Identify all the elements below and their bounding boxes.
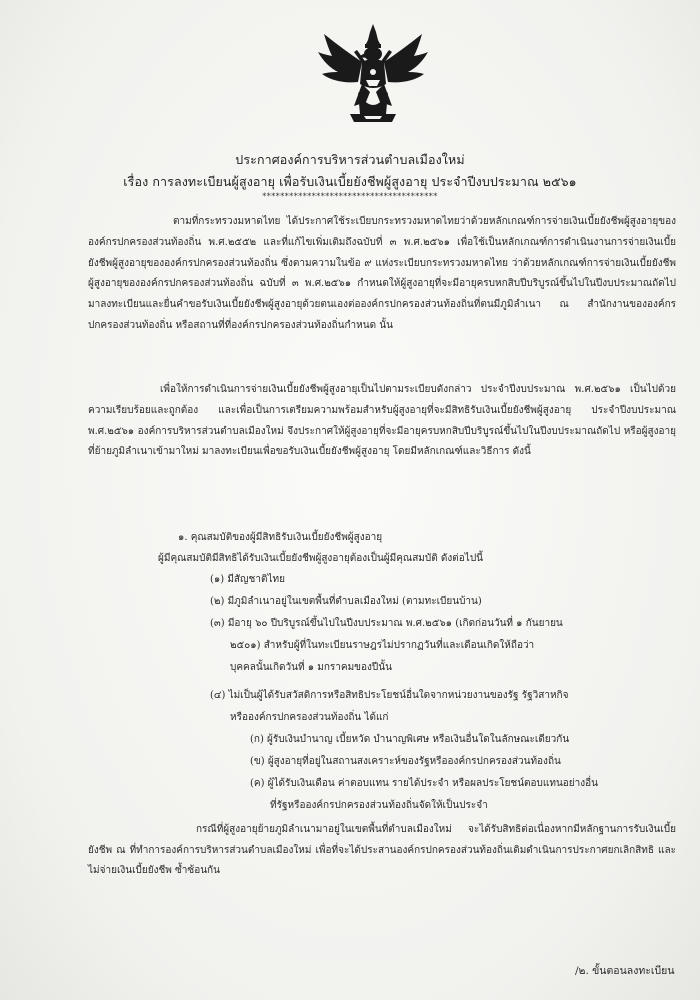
announcement-subject: เรื่อง การลงทะเบียนผู้สูงอายุ เพื่อรับเงินเบี้ยยังชีพผู้สูงอายุ ประจำปีงบประมาณ ๒๕๖๑ xyxy=(123,174,577,189)
paragraph-1: ตามที่กระทรวงมหาดไทย ได้ประกาศใช้ระเบียบกระทรวงมหาดไทยว่าด้วยหลักเกณฑ์การจ่ายเงินเบี้ยยังชีพผู้สูงอายุขององค์กรปกครองส่วนท้องถิ่น พ.ศ.๒๕๕๒ และที่แก้ไขเพิ่มเติมถึงฉบับที่ ๓ พ.ศ.๒๕๖๑ เพื่อใช้เป็นหลักเกณฑ์การดำเนินงานการจ่ายเงินเบี้ยยังชีพผู้สูงอายุขององค์กรปกครองส่วนท้องถิ่น ซึ่งตามความในข้อ ๙ แห่งระเบียบกระทรวงมหาดไทย ว่าด้วยหลักเกณฑ์การจ่ายเงินเบี้ยยังชีพผู้สูงอายุขององค์กรปกครองส่วนท้องถิ่น ฉบับที่ ๓ พ.ศ.๒๕๖๑ กำหนดให้ผู้สูงอายุที่จะมีอายุครบหกสิบปีบริบูรณ์ขึ้นไปในปีงบประมาณถัดไป มาลงทะเบียนและยื่นคำขอรับเงินเบี้ยยังชีพผู้สูงอายุด้วยตนเองต่อองค์กรปกครองส่วนท้องถิ่นที่ตนมีภูมิลำเนา ณ สำนักงานขององค์กรปกครองส่วนท้องถิ่น หรือสถานที่ที่องค์กรปกครองส่วนท้องถิ่นกำหนด นั้น xyxy=(88,216,676,331)
item-1-heading: ๑. คุณสมบัติของผู้มีสิทธิรับเงินเบี้ยยังชีพผู้สูงอายุ xyxy=(178,532,383,543)
qualification-4-line-2: หรือองค์กรปกครองส่วนท้องถิ่น ได้แก่ xyxy=(230,712,389,723)
qualification-1: (๑) มีสัญชาติไทย xyxy=(210,574,285,585)
qualification-4c-line-1: (ค) ผู้ได้รับเงินเดือน ค่าตอบแทน รายได้ประจำ หรือผลประโยชน์ตอบแทนอย่างอื่น xyxy=(250,778,598,789)
qualification-3-line-2: ๒๕๐๑) สำหรับผู้ที่ในทะเบียนราษฎรไม่ปรากฏวันที่และเดือนเกิดให้ถือว่า xyxy=(230,640,535,651)
separator-line: *************************************** xyxy=(262,192,438,201)
item-1-intro: ผู้มีคุณสมบัติมีสิทธิได้รับเงินเบี้ยยังชีพผู้สูงอายุต้องเป็นผู้มีคุณสมบัติ ดังต่อไปนี้ xyxy=(158,553,484,564)
paragraph-2: เพื่อให้การดำเนินการจ่ายเงินเบี้ยยังชีพผู้สูงอายุเป็นไปตามระเบียบดังกล่าว ประจำปีงบประมาณ พ.ศ.๒๕๖๑ เป็นไปด้วยความเรียบร้อยและถูกต้อง และเพื่อเป็นการเตรียมความพร้อมสำหรับผู้สูงอายุที่จะมีสิทธิรับเงินเบี้ยยังชีพผู้สูงอายุ ประจำปีงบประมาณ พ.ศ.๒๕๖๑ องค์การบริหารส่วนตำบลเมืองใหม่ จึงประกาศให้ผู้สูงอายุที่จะมีอายุครบหกสิบปีบริบูรณ์ขึ้นไปในปีงบประมาณถัดไป หรือผู้สูงอายุที่ย้ายภูมิลำเนาเข้ามาใหม่ มาลงทะเบียนเพื่อขอรับเงินเบี้ยยังชีพผู้สูงอายุ โดยมีหลักเกณฑ์และวิธีการ ดังนี้ xyxy=(88,384,676,458)
qualification-4c-line-2: ที่รัฐหรือองค์กรปกครองส่วนท้องถิ่นจัดให้เป็นประจำ xyxy=(270,800,488,811)
qualification-3-line-1: (๓) มีอายุ ๖๐ ปีบริบูรณ์ขึ้นไปในปีงบประมาณ พ.ศ.๒๕๖๑ (เกิดก่อนวันที่ ๑ กันยายน xyxy=(210,618,563,629)
continuation-marker: /๒. ขั้นตอนลงทะเบียน xyxy=(575,965,675,977)
qualification-4b: (ข) ผู้สูงอายุที่อยู่ในสถานสงเคราะห์ของรัฐหรือองค์กรปกครองส่วนท้องถิ่น xyxy=(250,756,561,767)
qualification-4-line-1: (๔) ไม่เป็นผู้ได้รับสวัสดิการหรือสิทธิประโยชน์อื่นใดจากหน่วยงานของรัฐ รัฐวิสาหกิจ xyxy=(210,690,569,701)
announcement-title: ประกาศองค์การบริหารส่วนตำบลเมืองใหม่ xyxy=(235,152,465,167)
qualification-3-line-3: บุคคลนั้นเกิดวันที่ ๑ มกราคมของปีนั้น xyxy=(230,662,392,673)
paragraph-3: กรณีที่ผู้สูงอายุย้ายภูมิลำเนามาอยู่ในเขตพื้นที่ตำบลเมืองใหม่ จะได้รับสิทธิต่อเนื่องหากมีหลักฐานการรับเงินเบี้ยยังชีพ ณ ที่ทำการองค์การบริหารส่วนตำบลเมืองใหม่ เพื่อที่จะได้ประสานองค์กรปกครองส่วนท้องถิ่นเดิมดำเนินการประกาศยกเลิกสิทธิ และไม่จ่ายเงินเบี้ยยังชีพ ซ้ำซ้อนกัน xyxy=(88,824,676,876)
qualification-4a: (ก) ผู้รับเงินบำนาญ เบี้ยหวัด บำนาญพิเศษ หรือเงินอื่นใดในลักษณะเดียวกัน xyxy=(250,734,570,745)
garuda-emblem xyxy=(314,22,432,130)
qualification-2: (๒) มีภูมิลำเนาอยู่ในเขตพื้นที่ตำบลเมืองใหม่ (ตามทะเบียนบ้าน) xyxy=(210,596,482,607)
